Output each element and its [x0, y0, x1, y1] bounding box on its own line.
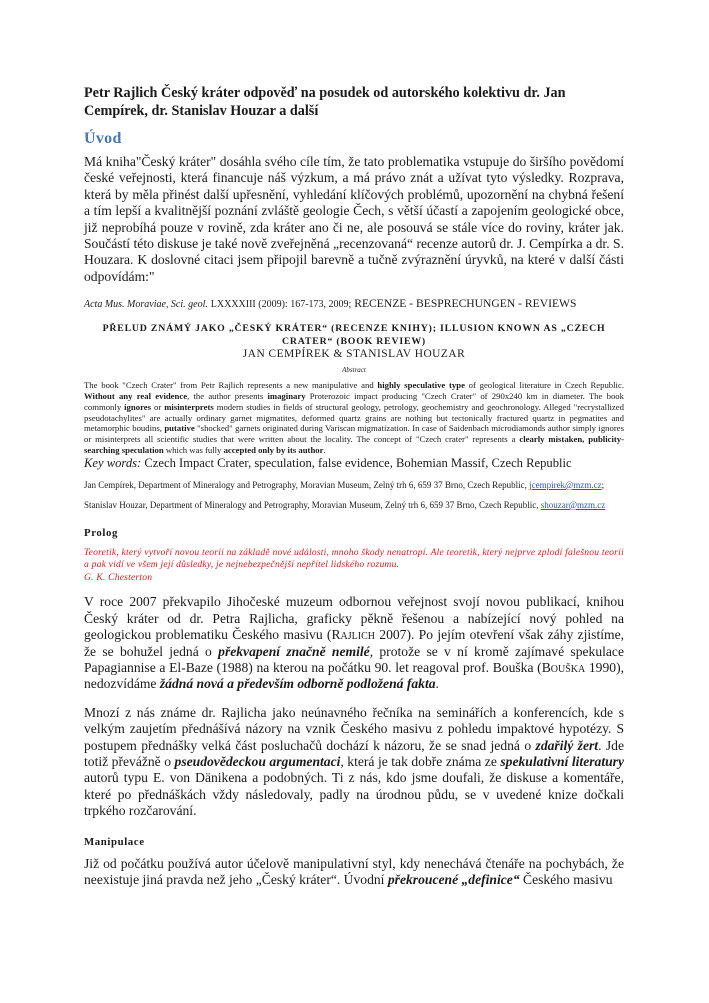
- abstract-segment: or: [151, 401, 165, 412]
- motto-author: G. K. Chesterton: [84, 571, 153, 583]
- abstract-emphasis: Without any real evidence: [84, 391, 188, 402]
- text-segment: Již od počátku používá autor účelově manipulativní styl, kdy nenechává čtenáře na pochybách, že neexistuje jiná pravda než jeho „Český kráter“. Úvodní: [84, 855, 624, 888]
- text-segment: Českého masivu: [519, 872, 613, 888]
- heading-manipulace: Manipulace: [84, 835, 145, 848]
- abstract-segment: of geological literature in Czech Republic.: [464, 380, 624, 391]
- emphasis: překroucené „definice“: [387, 872, 520, 888]
- abstract-segment: .: [323, 445, 326, 456]
- emphasis: překvapení značně nemilé: [218, 643, 370, 659]
- text-segment: V roce 2007 překvapilo Jihočeské muzeum odbornou veřejnost svojí novou publikací, knihou Český kráter od dr. Petra Rajlicha, graficky pěkně řešenou a nabízející nový pohled na geologickou problematiku Českého masivu (: [84, 594, 624, 643]
- abstract-segment: modern studies in fields of structural geology, petrology, geochemistry and geochronology. Alleged "recrystallized pseudotachylites" are actually ordinary garnet migmatites, deformed quartz grains are nothing but tectonically fractured quartz in pegmatites and metamorphic boudins,: [84, 401, 624, 434]
- abstract-segment: which was fully: [163, 445, 224, 456]
- text-segment: Mnozí z nás známe dr. Rajlicha jako neúnavného řečníka na seminářích a konferencích, kde s velkým zaujetím přednášívá názory na vznik Českého masivu z pohledu impaktové hypotézy. S postupem přednášky velká část posluchačů dochází k názoru, že se snad jedná o: [84, 704, 624, 753]
- text-segment: , která je tak dobře známa ze: [340, 753, 501, 769]
- abstract-heading: Abstract: [342, 366, 366, 375]
- abstract-segment: Proterozoic impact producing "Czech Crater" of 290x240 km in diameter. The book commonly: [84, 391, 624, 412]
- author-citation: Rajlich: [331, 627, 375, 643]
- abstract-emphasis: imaginary: [267, 391, 306, 402]
- citation-line: [84, 297, 624, 312]
- abstract-emphasis: misinterprets: [164, 401, 214, 412]
- abstract-emphasis: ignores: [124, 401, 152, 412]
- document-title: Petr Rajlich Český kráter odpověď na posudek od autorského kolektivu dr. Jan Cempírek, dr. Stanislav Houzar a další: [84, 85, 566, 119]
- abstract-segment: "shocked" garnets originated during Variscan migmatization. In case of Saidenbach microdiamonds author simply ignores or misinterprets all scientific studies that were written about the locality. The concept of "Czech crater" represents a: [84, 423, 624, 445]
- email-link-houzar[interactable]: shouzar@mzm.cz: [540, 499, 606, 510]
- affiliation-end: ;: [601, 479, 605, 490]
- emphasis: zdařilý žert: [535, 737, 599, 753]
- text-segment: , protože se v ní kromě zajímavé spekulace Papagiannise a El-Baze (1988) na kterou na počátku 90. let reagoval prof. Bouška (: [84, 643, 624, 675]
- email-link-cempirek[interactable]: jcempirek@mzm.cz: [529, 479, 602, 490]
- emphasis: spekulativní literatury: [500, 753, 624, 769]
- affiliation-text: Stanislav Houzar, Department of Mineralogy and Petrography, Moravian Museum, Zelný trh 6, 659 37 Brno, Czech Republic,: [84, 499, 541, 510]
- affiliation-houzar: [84, 499, 624, 511]
- keywords: [84, 456, 624, 471]
- emphasis: žádná nová a především odborně podložená fakta: [159, 676, 436, 692]
- manipulace-paragraph: [84, 856, 624, 889]
- abstract-segment: The book "Czech Crater" from Petr Rajlich represents a new manipulative and: [84, 380, 378, 391]
- abstract-emphasis: accepted only by its author: [223, 445, 324, 456]
- abstract-segment: , the author presents: [187, 391, 268, 402]
- affiliation-cempirek: [84, 479, 624, 491]
- prolog-paragraph-2: [84, 705, 624, 820]
- keywords-label: Key words:: [84, 455, 142, 470]
- motto-quote: [84, 547, 624, 585]
- keywords-list: Czech Impact Crater, speculation, false evidence, Bohemian Massif, Czech Republic: [141, 455, 572, 470]
- author-citation: Bouška: [541, 659, 586, 675]
- abstract-text: [84, 380, 624, 456]
- citation-section: RECENZE - BESPRECHUNGEN - REVIEWS: [354, 297, 577, 311]
- abstract-emphasis: highly speculative type: [377, 380, 465, 391]
- review-title-line2: CRATER“ (BOOK REVIEW): [282, 336, 426, 348]
- intro-paragraph: Má kniha"Český kráter" dosáhla svého cíle tím, že tato problematika vstupuje do širšího povědomí české veřejnosti, která financuje náš výzkum, a má právo znát a užívat tyto výsledky. Rozprava, která by měla přinést další upřesnění, vyhledání klíčových problémů, upozornění na chybná řešení a tím lepší a kvalitnější poznání zvláště geologie Čech, s větší účastí a zapojením geologické obce, již neprobíhá pouze v rovině, zda kráter ano či ne, ale posouvá se stále více do roviny, kráter jak. Součástí této diskuse je také nově zveřejněná „recenzovaná“ recenze autorů dr. J. Cempírka a dr. S. Houzara. K doslovné citaci jsem připojil barevně a tučně zvýraznění úryvků, na které v další části odpovídám:": [84, 154, 624, 284]
- text-segment: autorů typu E. von Dänikena a podobných. Ti z nás, kdo jsme doufali, že diskuse a komentáře, které po přednáškách vždy následovaly, padly na úrodnou půdu, se v uvedené knize dočkali trpkého rozčarování.: [84, 770, 624, 819]
- citation-journal: Acta Mus. Moraviae, Sci. geol.: [84, 299, 208, 311]
- text-segment: 1990), nedozvídáme: [84, 659, 624, 692]
- review-title: [84, 322, 624, 348]
- heading-prolog: Prolog: [84, 526, 118, 539]
- document-page: [84, 84, 624, 900]
- affiliation-text: Jan Cempírek, Department of Mineralogy and Petrography, Moravian Museum, Zelný trh 6, 659 37 Brno, Czech Republic,: [84, 479, 530, 490]
- prolog-paragraph-1: [84, 594, 624, 692]
- text-segment: . Jde totiž převážně o: [84, 737, 624, 769]
- emphasis: pseudovědeckou argumentaci: [174, 753, 341, 769]
- text-segment: .: [435, 676, 439, 692]
- text-segment: 2007). Po jejím otevření však záhy zjistíme, že se bohužel jedná o: [84, 627, 624, 659]
- motto-text: Teoretik, který vytvoří novou teorii na základě nové události, mnoho škody nenatropí. Ale teoretik, který nejprve zplodí falešnou teorii a pak vidí ve všem její důsledky, je nejnebezpečnější nepřítel lidského rozumu.: [84, 546, 624, 571]
- abstract-emphasis: putative: [164, 423, 195, 434]
- citation-volume: LXXXXIII (2009): 167-173, 2009;: [210, 299, 352, 311]
- heading-uvod: Úvod: [84, 130, 122, 147]
- abstract-emphasis: clearly mistaken, publicity-searching speculation: [84, 434, 625, 456]
- review-authors: JAN CEMPÍREK & STANISLAV HOUZAR: [242, 348, 466, 361]
- review-title-line1: PŘELUD ZNÁMÝ JAKO „ČESKÝ KRÁTER“ (RECENZE KNIHY); ILLUSION KNOWN AS „CZECH: [102, 323, 606, 335]
